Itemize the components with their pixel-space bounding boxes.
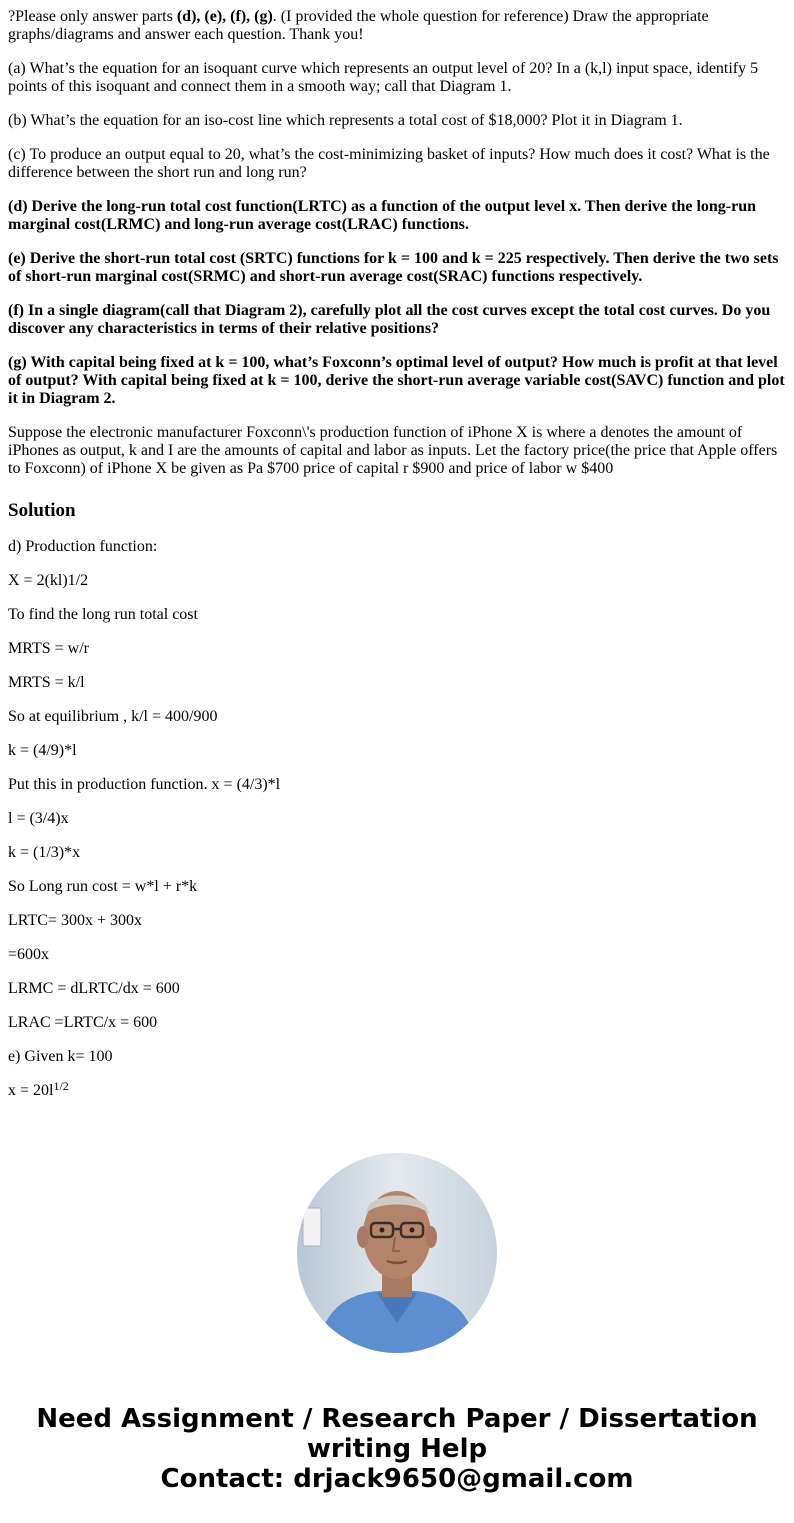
solution-last-base: x = 20l [8, 1082, 54, 1099]
promo-contact-line: Contact: drjack9650@gmail.com [160, 1464, 634, 1494]
intro-suffix: . (I provided the whole question for reference) Draw the appropriate graphs/diagrams and answer each question. Thank you! [8, 8, 709, 43]
solution-last-exponent: 1/2 [53, 1079, 69, 1093]
question-part-a: (a) What’s the equation for an isoquant curve which represents an output level of 20? In a (k,l) input space, identify 5 points of this isoquant and connect them in a smooth way; call that Diagram 1. [8, 60, 759, 95]
solution-line: Put this in production function. x = (4/3)*l [8, 776, 281, 793]
question-part-c: (c) To produce an output equal to 20, what’s the cost-minimizing basket of inputs? How much does it cost? What is the difference between the short run and long run? [8, 146, 770, 181]
question-content [8, 8, 786, 1124]
question-part-g [8, 354, 786, 408]
question-part-b: (b) What’s the equation for an iso-cost line which represents a total cost of $18,000? Plot it in Diagram 1. [8, 112, 683, 129]
question-part-d [8, 198, 786, 234]
solution-line: d) Production function: [8, 538, 158, 555]
question-part-f [8, 302, 786, 338]
promo-banner [0, 1404, 794, 1494]
promo-line-2: writing Help [306, 1434, 488, 1464]
solution-line: MRTS = k/l [8, 674, 85, 691]
question-intro [8, 8, 786, 44]
solution-line: LRMC = dLRTC/dx = 600 [8, 980, 180, 997]
solution-line-last [8, 1079, 786, 1100]
solution-line: LRTC= 300x + 300x [8, 912, 142, 929]
question-part-e [8, 250, 786, 286]
solution-line: k = (4/9)*l [8, 742, 77, 759]
solution-line: e) Given k= 100 [8, 1048, 113, 1065]
solution-line: =600x [8, 946, 50, 963]
solution-line: To find the long run total cost [8, 606, 198, 623]
solution-line: k = (1/3)*x [8, 844, 81, 861]
solution-line: So at equilibrium , k/l = 400/900 [8, 708, 218, 725]
solution-line: X = 2(kl)1/2 [8, 572, 89, 589]
question-part-d-text: (d) Derive the long-run total cost function(LRTC) as a function of the output level x. Then derive the long-run marginal cost(LRMC) and long-run average cost(LRAC) functions. [8, 198, 757, 233]
intro-prefix: ?Please only answer parts [8, 8, 177, 25]
author-photo-illustration [297, 1153, 497, 1353]
solution-line: MRTS = w/r [8, 640, 89, 657]
question-part-e-text: (e) Derive the short-run total cost (SRTC) functions for k = 100 and k = 225 respectively. Then derive the two sets of short-run marginal cost(SRMC) and short-run average cost(SRAC) functions respectively. [8, 250, 779, 285]
promo-line-1: Need Assignment / Research Paper / Dissertation [36, 1404, 758, 1434]
question-part-g-text: (g) With capital being fixed at k = 100, what’s Foxconn’s optimal level of output? How much is profit at that level of output? With capital being fixed at k = 100, derive the short-run average variable cost(SAVC) function and plot it in Diagram 2. [8, 354, 785, 407]
solution-line: So Long run cost = w*l + r*k [8, 878, 198, 895]
question-part-f-text: (f) In a single diagram(call that Diagram 2), carefully plot all the cost curves except the total cost curves. Do you discover any characteristics in terms of their relative positions? [8, 302, 771, 337]
intro-bold-parts: (d), (e), (f), (g) [176, 8, 273, 25]
author-avatar [297, 1153, 497, 1353]
solution-line: l = (3/4)x [8, 810, 69, 827]
solution-heading: Solution [8, 500, 76, 521]
question-context: Suppose the electronic manufacturer Foxconn\'s production function of iPhone X is where a denotes the amount of iPhones as output, k and I are the amounts of capital and labor as inputs. Let the factory price(the price that Apple offers to Foxconn) of iPhone X be given as Pa $700 price of capital r $900 and price of labor w $400 [8, 424, 778, 477]
solution-line: LRAC =LRTC/x = 600 [8, 1014, 158, 1031]
